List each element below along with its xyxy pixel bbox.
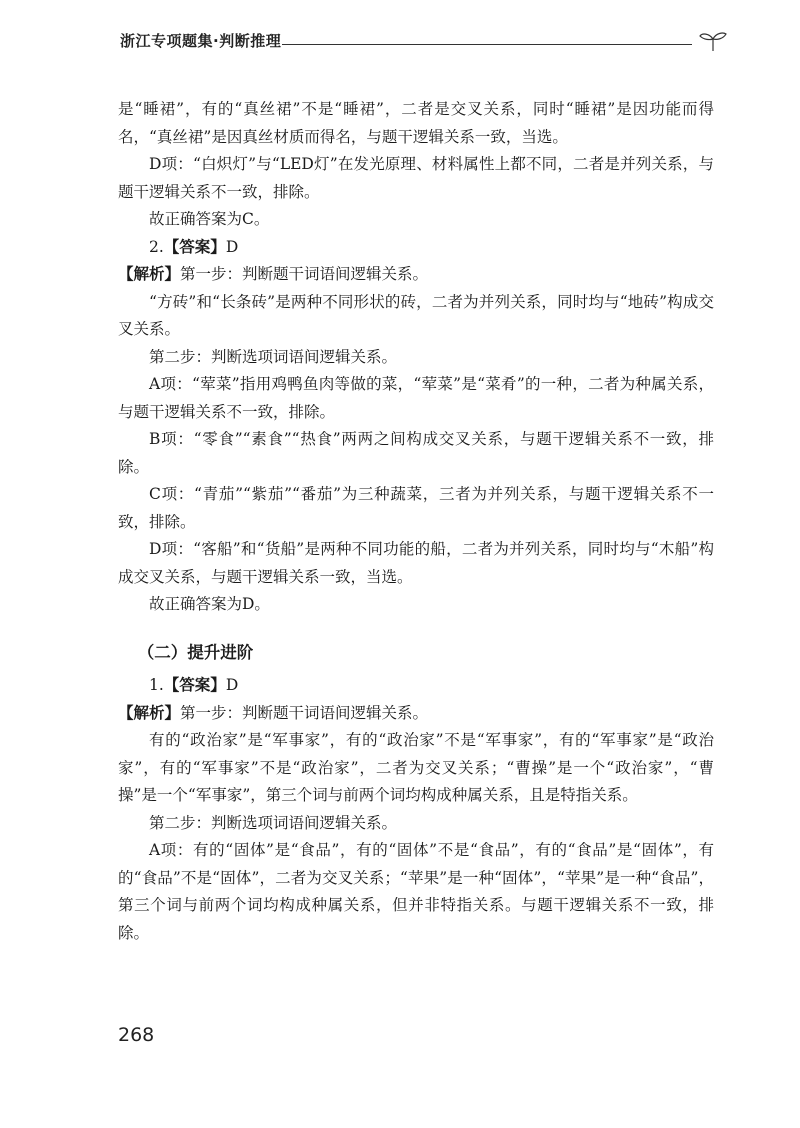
paragraph: 第二步：判断选项词语间逻辑关系。 [149, 813, 398, 832]
final-answer: 故正确答案为D。 [149, 595, 270, 613]
paragraph: 第二步：判断选项词语间逻辑关系。 [149, 347, 398, 366]
analysis-tag: 【解析】 [118, 265, 181, 283]
option-c: C项：“青茄”“紫茄”“番茄”为三种蔬菜，三者为并列关系，与题干逻辑关系不一致，排除。 [118, 485, 714, 531]
page-number: 268 [118, 1024, 155, 1046]
analysis-line [118, 261, 714, 289]
option-a: A项：“荤菜”指用鸡鸭鱼肉等做的菜，“荤菜”是“菜肴”的一种，二者为种属关系，与题干逻辑关系不一致，排除。 [118, 375, 714, 421]
analysis-step: 第一步：判断题干词语间逻辑关系。 [180, 703, 429, 722]
answer-tag: 【答案】 [163, 237, 226, 256]
header-title: 浙江专项题集·判断推理 [120, 32, 282, 50]
question-number: 1. [149, 676, 164, 694]
analysis-step: 第一步：判断题干词语间逻辑关系。 [180, 265, 429, 283]
paragraph: 是“睡裙”，有的“真丝裙”不是“睡裙”，二者是交叉关系，同时“睡裙”是因功能而得名，“真丝裙”是因真丝材质而得名，与题干逻辑关系一致，当选。 [118, 100, 714, 146]
answer-line [118, 234, 714, 262]
option-b: B项：“零食”“素食”“热食”两两之间构成交叉关系，与题干逻辑关系不一致，排除。 [118, 430, 714, 476]
header-rule [282, 44, 692, 45]
question-number: 2. [149, 237, 164, 256]
page-body [118, 96, 714, 947]
analysis-tag: 【解析】 [118, 703, 181, 722]
analysis-line [118, 700, 714, 728]
paragraph: D项：“白炽灯”与“LED灯”在发光原理、材料属性上都不同，二者是并列关系，与题干逻辑关系不一致，排除。 [118, 155, 714, 201]
section-title: （二）提升进阶 [137, 642, 254, 662]
paragraph: 故正确答案为C。 [149, 210, 270, 228]
option-a: A项：有的“固体”是“食品”，有的“固体”不是“食品”，有的“食品”是“固体”，有的“食品”不是“固体”，二者为交叉关系；“苹果”是一种“固体”，“苹果”是一种“食品”，第三个词与前两个词均构成种属关系，但并非特指关系。与题干逻辑关系不一致，排除。 [118, 841, 714, 942]
answer-value: D [225, 237, 239, 256]
sprout-icon [698, 30, 728, 52]
running-header [120, 30, 730, 54]
paragraph: 有的“政治家”是“军事家”，有的“政治家”不是“军事家”，有的“军事家”是“政治家”，有的“军事家”不是“政治家”，二者为交叉关系；“曹操”是一个“政治家”，“曹操”是一个“军事家”，第三个词与前两个词均构成种属关系，且是特指关系。 [118, 731, 714, 804]
option-d: D项：“客船”和“货船”是两种不同功能的船，二者为并列关系，同时均与“木船”构成交叉关系，与题干逻辑关系一致，当选。 [118, 540, 714, 586]
answer-value: D [225, 676, 239, 694]
paragraph: “方砖”和“长条砖”是两种不同形状的砖，二者为并列关系，同时均与“地砖”构成交叉关系。 [118, 292, 714, 338]
answer-tag: 【答案】 [163, 676, 226, 694]
answer-line [118, 672, 714, 700]
